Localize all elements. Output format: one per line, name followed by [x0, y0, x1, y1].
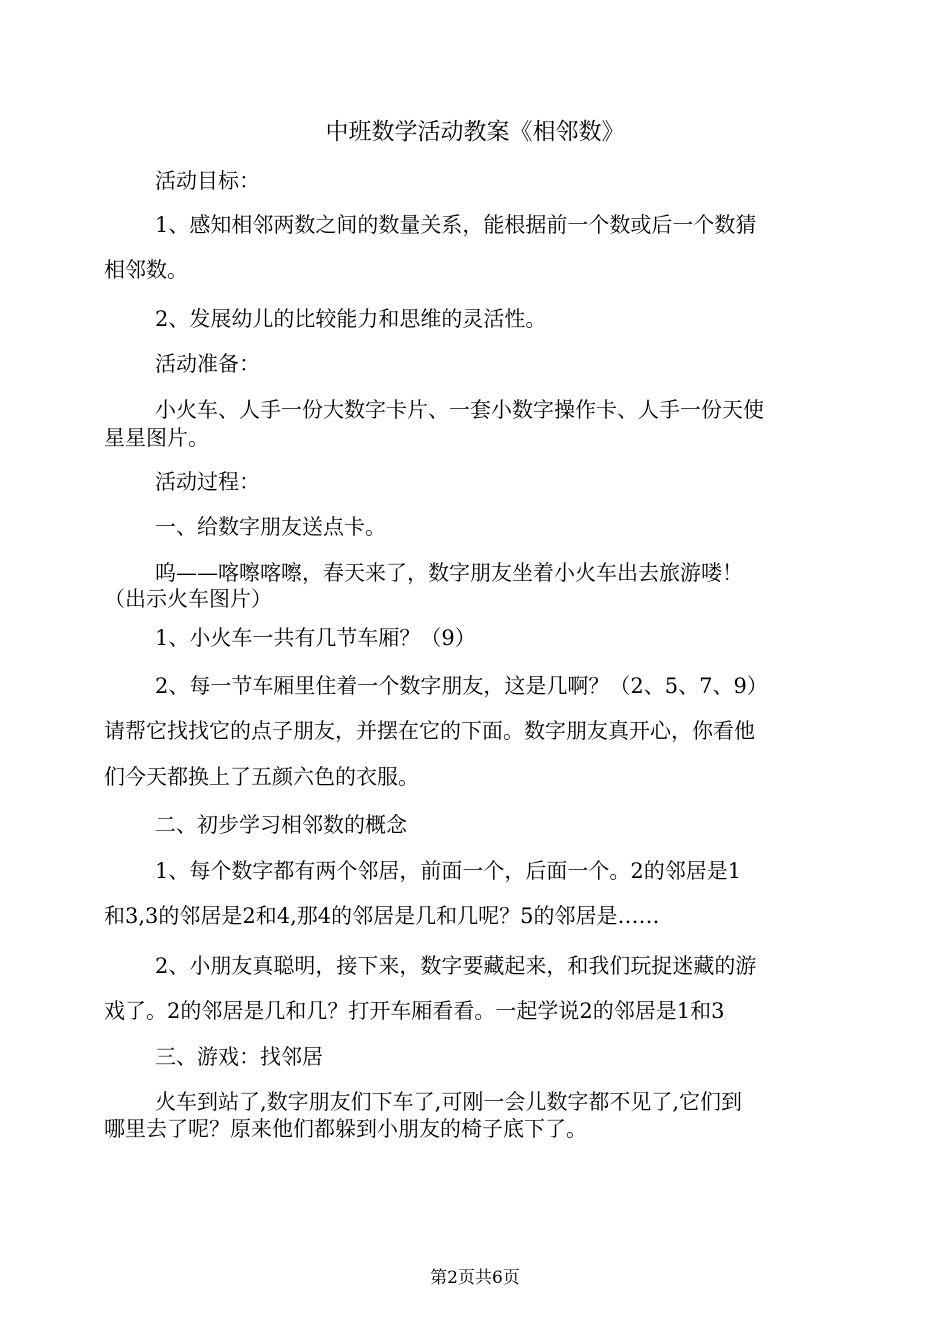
paragraph-line: 小火车、人手一份大数字卡片、一套小数字操作卡、人手一份天使: [155, 398, 764, 422]
paragraph-line: 请帮它找找它的点子朋友，并摆在它的下面。数字朋友真开心，你看他: [104, 719, 755, 743]
paragraph-line: 呜——喀嚓喀嚓，春天来了，数字朋友坐着小火车出去旅游喽！: [155, 561, 743, 585]
paragraph-line: （出示火车图片）: [104, 587, 272, 611]
paragraph-line: 2、小朋友真聪明，接下来，数字要藏起来，和我们玩捉迷藏的游: [155, 954, 757, 978]
paragraph-line: 一、给数字朋友送点卡。: [155, 515, 386, 539]
paragraph-line: 哪里去了呢？原来他们都躲到小朋友的椅子底下了。: [104, 1117, 587, 1141]
paragraph-line: 1、每个数字都有两个邻居，前面一个，后面一个。2的邻居是1: [155, 859, 742, 883]
paragraph-line: 和3,3的邻居是2和4,那4的邻居是几和几呢？5的邻居是……: [104, 904, 660, 928]
paragraph-line: 活动准备：: [155, 352, 260, 376]
document-title: 中班数学活动教案《相邻数》: [325, 119, 625, 145]
page-footer: 第2页共6页: [430, 1268, 520, 1288]
paragraph-line: 们今天都换上了五颜六色的衣服。: [104, 765, 419, 789]
paragraph-line: 三、游戏：找邻居: [155, 1045, 323, 1069]
paragraph-line: 相邻数。: [104, 258, 188, 282]
paragraph-line: 1、感知相邻两数之间的数量关系，能根据前一个数或后一个数猜: [155, 213, 757, 237]
paragraph-line: 1、小火车一共有几节车厢？（9）: [155, 626, 476, 650]
paragraph-line: 2、发展幼儿的比较能力和思维的灵活性。: [155, 307, 547, 331]
paragraph-line: 二、初步学习相邻数的概念: [155, 813, 407, 837]
paragraph-line: 戏了。2的邻居是几和几？打开车厢看看。一起学说2的邻居是1和3: [104, 999, 725, 1023]
paragraph-line: 活动过程：: [155, 470, 260, 494]
paragraph-line: 2、每一节车厢里住着一个数字朋友，这是几啊？（2、5、7、9）: [155, 674, 768, 698]
paragraph-line: 星星图片。: [104, 426, 209, 450]
paragraph-line: 火车到站了,数字朋友们下车了,可刚一会儿数字都不见了,它们到: [155, 1090, 743, 1114]
paragraph-line: 活动目标：: [155, 169, 260, 193]
